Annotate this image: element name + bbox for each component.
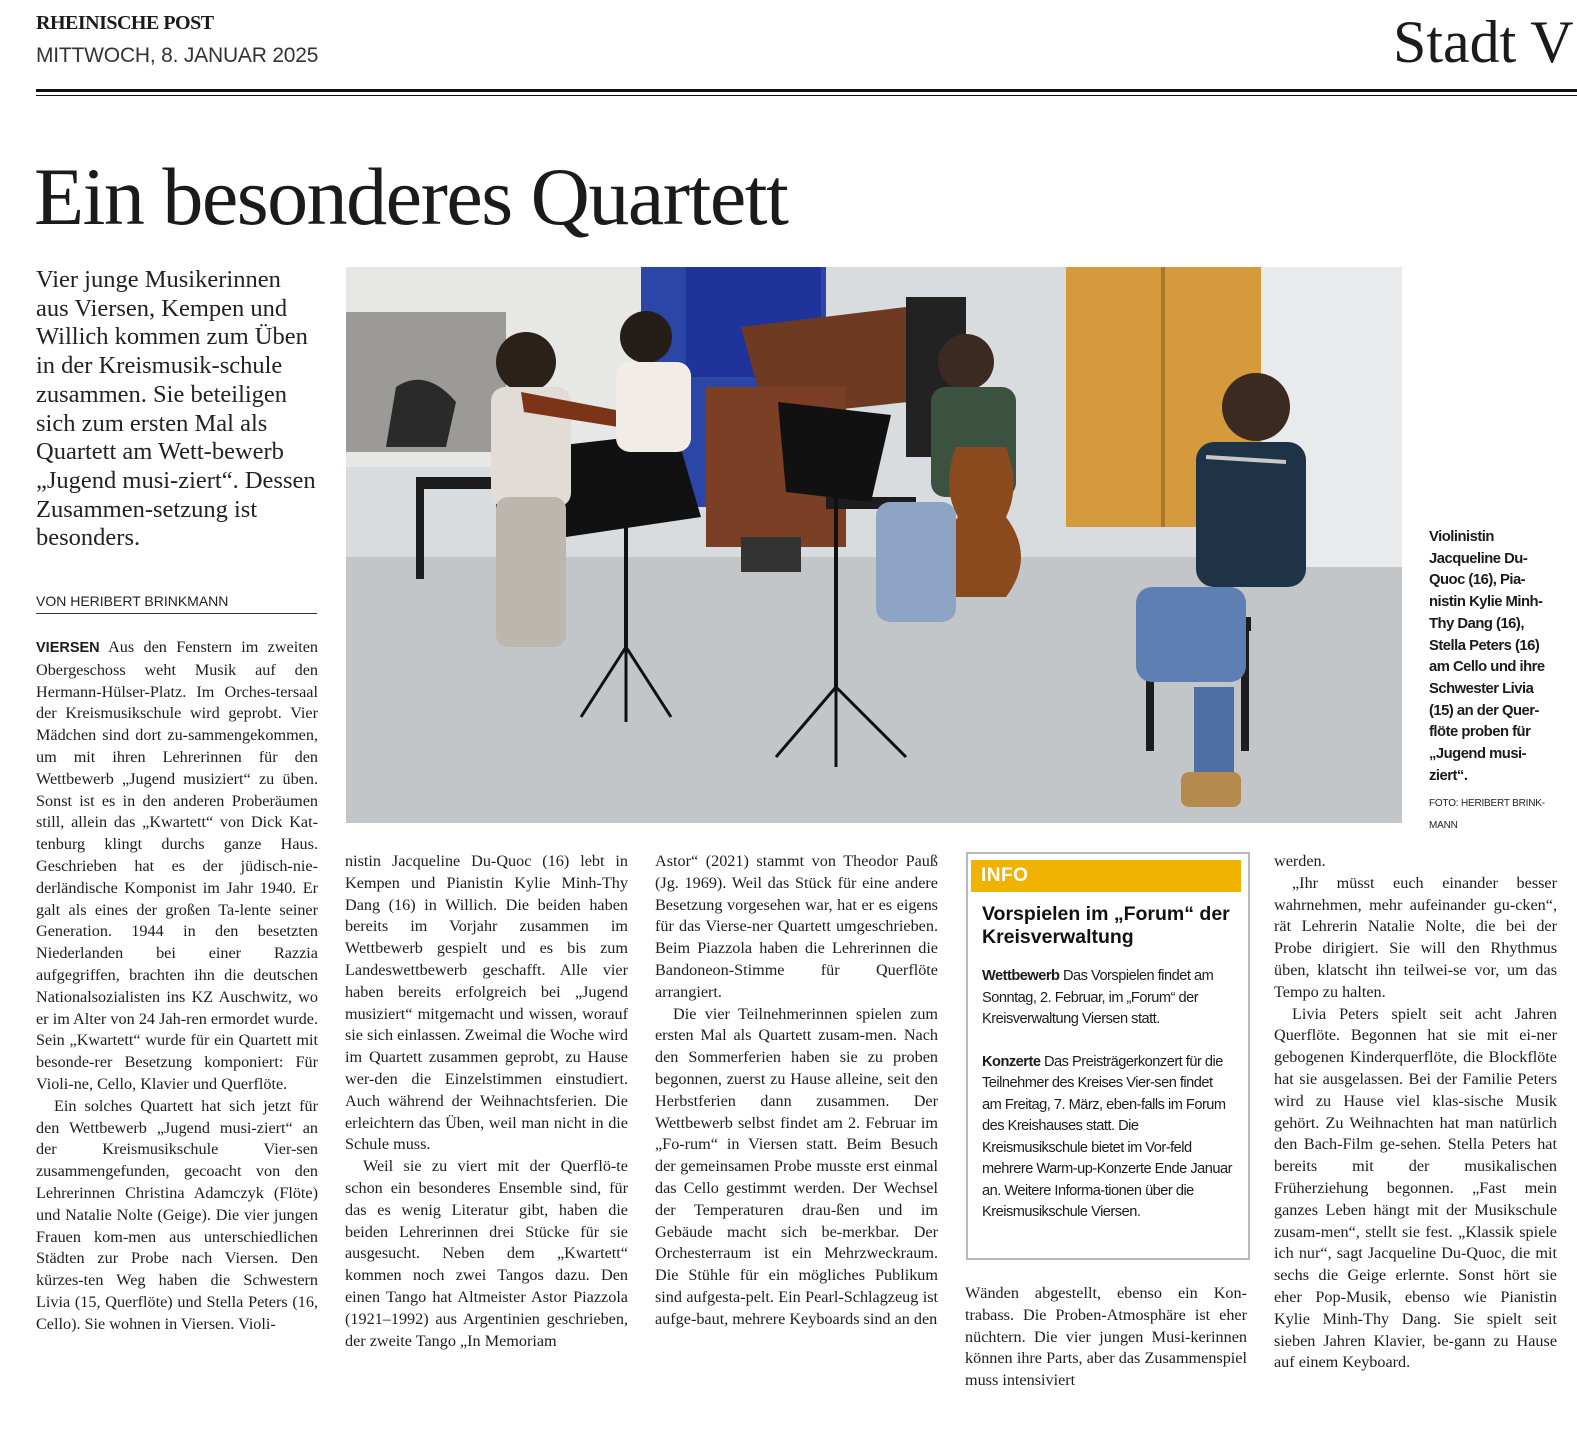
article-dateline: VIERSEN [36,640,100,656]
article-column-3 [655,851,938,1331]
info-item-text: Das Preisträgerkonzert für die Teilnehmer des Kreises Vier-sen findet am Freitag, 7. März, eben-falls im Forum des Kreishauses statt. Die Kreismusikschule bietet im Vor-feld mehrere Warm-up-Konzerte Ende Januar an. Weitere Informa-tionen über die Kreismusikschule Viersen. [982,1053,1232,1220]
info-box-text [982,966,1234,1245]
paragraph: Astor“ (2021) stammt von Theodor Pauß (Jg. 1969). Weil das Stück für eine andere Besetzung vorgesehen war, hat er es eigens für das Vierse-ner Quartett umgeschrieben. Beim Piazzola haben die Lehrerinnen die Bandoneon-Stimme für Querflöte arrangiert. [655,852,938,1001]
article-column-2 [345,851,628,1352]
article-column-1 [36,637,318,1336]
issue-date: MITTWOCH, 8. JANUAR 2025 [36,44,319,67]
paragraph: Livia Peters spielt seit acht Jahren Querflöte. Begonnen hat sie mit ei-ner gebogenen Kinderquerflöte, die Blockflöte hat sie ausgelassen. Bei der Familie Peters wird zu Hause viel klas-sische Musik gehört. Zu Weihnachten hat man natürlich den Bach-Film ge-sehen. Stella Peters hat bereits mit der musikalischen Früherziehung begonnen. „Fast mein ganzes Leben hängt mit der Musikschule zusam-men“, stellt sie fest. „Klassik spiele ich nur“, sagt Jacqueline Du-Quoc, die mit sechs die Geige erlernte. Sonst hört sie eher Pop-Musik, ebenso wie Pianistin Kylie Minh-Thy Dang. Sie spielt seit sieben Jahren Klavier, be-gann zu Hause auf einem Keyboard. [1274,1004,1557,1372]
photo-credit: FOTO: HERIBERT BRINK-MANN [1429,798,1545,831]
section-title: Stadt V [1393,9,1574,75]
paragraph: Aus den Fenstern im zweiten Obergeschoss weht Musik auf den Hermann-Hülser-Platz. Im Orches-tersaal der Kreismusikschule wird geprobt. Vier Mädchen sind dort zu-sammengekommen, um mit ihren Lehrerinnen für den Wettbewerb „Jugend musiziert“ zu üben. Sonst ist es in den anderen Proberäumen still, allein das „Kwartett“ von Dick Kat-tenburg klingt durchs ganze Haus. Geschrieben hat es der jüdisch-nie-derländische Komponist im Jahr 1940. Er galt als eines der großen Ta-lente seiner Generation. 1944 in den besetzten Niederlanden bei einer Razzia aufgegriffen, brachten ihn die deutschen Nationalsozialisten ins KZ Auschwitz, wo er im Alter von 24 Jah-ren ermordet wurde. Sein „Kwartett“ wurde für ein Quartett mit besonde-rer Besetzung komponiert: Für Violi-ne, Cello, Klavier und Querflöte. [36,638,319,1093]
masthead-rule-thin [36,95,1577,96]
paragraph: Wänden abgestellt, ebenso ein Kon-trabass. Die Proben-Atmosphäre ist eher nüchtern. Die vier jungen Musi-kerinnen können ihre Parts, aber das Zusammenspiel muss intensiviert [965,1284,1247,1390]
article-lead: Vier junge Musikerinnen aus Viersen, Kempen und Willich kommen zum Üben in der Kreismusik-schule zusammen. Sie beteiligen sich zum ersten Mal als Quartett am Wett-bewerb „Jugend musi-ziert“. Dessen Zusammen-setzung ist besonders. [36,266,316,552]
article-byline: VON HERIBERT BRINKMANN [36,593,317,614]
info-item-text: Das Vorspielen findet am Sonntag, 2. Februar, im „Forum“ der Kreisverwaltung Viersen statt. [982,968,1214,1027]
info-box-title: Vorspielen im „Forum“ der Kreisverwaltung [982,903,1230,948]
paragraph: Ein solches Quartett hat sich jetzt für den Wettbewerb „Jugend musi-ziert“ an der Kreismusikschule Vier-sen zusammengefunden, gecoacht von den Lehrerinnen Christina Adamczyk (Flöte) und Natalie Nolte (Geige). Die vier jungen Frauen kom-men aus unterschiedlichen Städten zur Probe nach Viersen. Den kürzes-ten Weg haben die Schwestern Livia (15, Querflöte) und Stella Peters (16, Cello). Sie wohnen in Viersen. Violi- [36,1096,318,1333]
newspaper-name: RHEINISCHE POST [36,12,214,34]
paragraph: werden. [1274,852,1326,870]
article-photo [346,267,1402,823]
paragraph: nistin Jacqueline Du-Quoc (16) lebt in Kempen und Pianistin Kylie Minh-Thy Dang (16) in Willich. Die beiden haben bereits im Vorjahr zusammen im Wettbewerb gespielt und es bis zum Landeswettbewerb geschafft. Alle vier haben bereits erfolgreich bei „Jugend musiziert“ mitgemacht und wissen, worauf sie sich einlassen. Zweimal die Woche wird im Quartett zusammen geprobt, zu Hause wer-den die Einzelstimmen einstudiert. Auch während der Weihnachtsferien. Die erleichtern das Üben, weil man nicht in die Schule muss. [345,852,628,1154]
info-item-key: Konzerte [982,1053,1041,1070]
paragraph: Weil sie zu viert mit der Querflö-te schon ein besonderes Ensemble sind, für das es wenig Literatur gibt, haben die beiden Lehrerinnen drei Stücke für sie ausgesucht. Neben dem „Kwartett“ kommen noch zwei Tangos dazu. Den einen Tango hat Altmeister Astor Piazzola (1921–1992) aus Argentinien geschrieben, der zweite Tango „In Memoriam [345,1157,628,1350]
paragraph: Die vier Teilnehmerinnen spielen zum ersten Mal als Quartett zusam-men. Nach den Sommerferien haben sie zu proben begonnen, zuerst zu Hause alleine, seit den Herbstferien dann zusammen. Der Wettbewerb selbst findet am 2. Februar im „Fo-rum“ in Viersen statt. Beim Besuch der gemeinsamen Probe musste erst einmal das Cello gestimmt werden. Der Wechsel der Temperaturen drau-ßen und im Gebäude macht sich be-merkbar. Der Orchesterraum ist ein Mehrzweckraum. Die Stühle für ein mögliches Publikum sind aufgesta-pelt. Ein Pearl-Schlagzeug ist aufge-baut, mehrere Keyboards sind an den [655,1004,938,1328]
rehearsal-photo-illustration [346,267,1402,823]
info-item-key: Wettbewerb [982,968,1060,984]
paragraph: „Ihr müsst euch einander besser wahrnehmen, mehr aufeinander gu-cken“, rät Lehrerin Natalie Nolte, die bei der Probe dirigiert. Sie will den Rhythmus üben, klatscht ihn teilwei-se vor, um das Tempo zu halten. [1274,873,1557,1001]
article-headline: Ein besonderes Quartett [34,151,788,242]
masthead-rule [36,89,1577,92]
photo-caption: Violinistin Jacqueline Du-Quoc (16), Pia-nistin Kylie Minh-Thy Dang (16), Stella Peters (16) am Cello und ihre Schwester Livia (15) an der Quer-flöte proben für „Jugend musi-ziert“. [1429,529,1545,784]
article-column-5 [1274,851,1557,1374]
info-box-label: INFO [971,860,1241,892]
article-column-4 [965,1283,1247,1392]
